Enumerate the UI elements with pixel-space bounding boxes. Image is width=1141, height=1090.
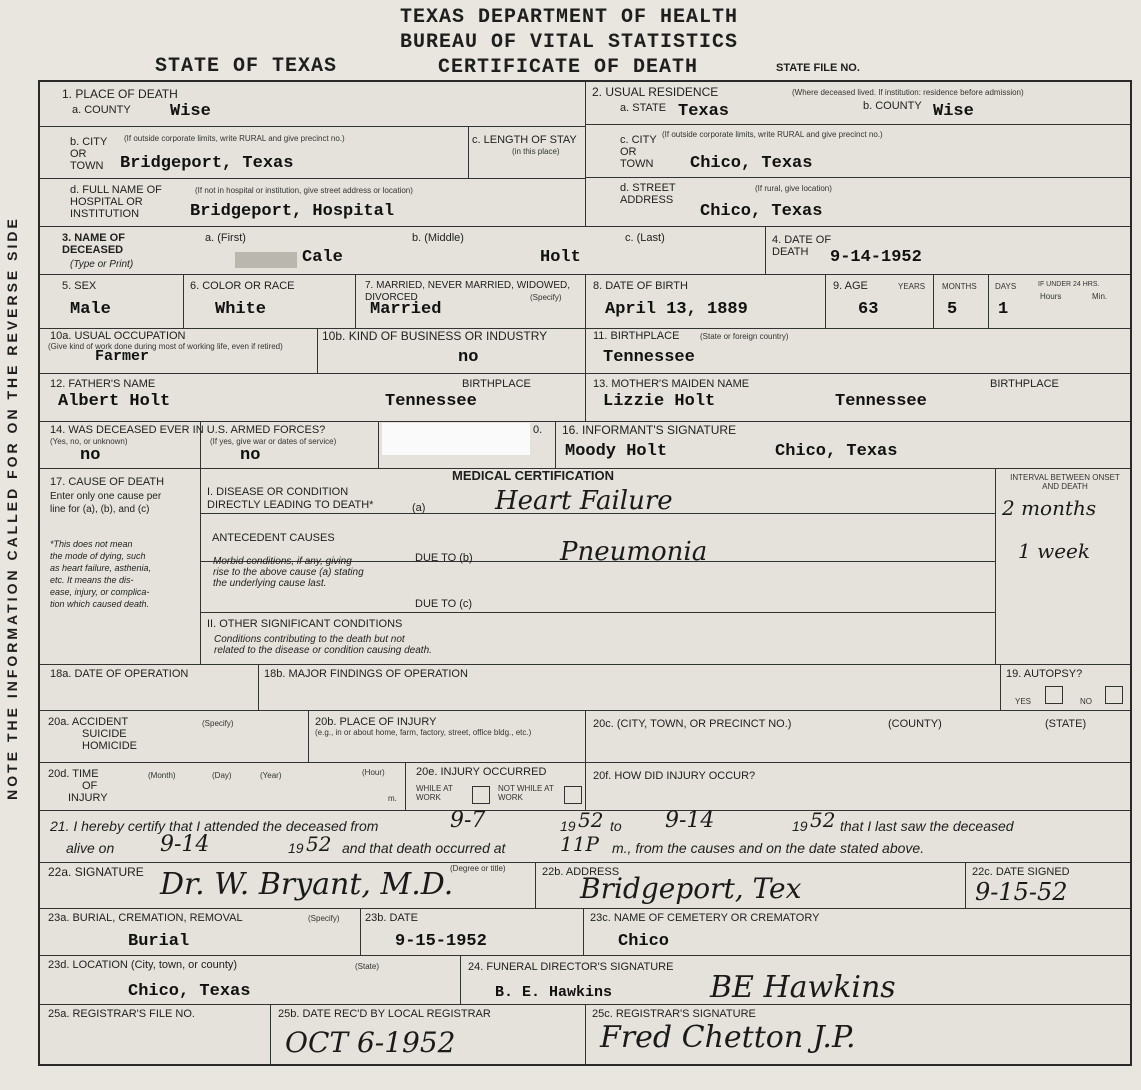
res-county-value: Wise	[933, 102, 974, 121]
disease-label-2: DIRECTLY LEADING TO DEATH*	[207, 499, 374, 511]
physician-signature: Dr. W. Bryant, M.D.	[160, 867, 454, 902]
line-a-label: (a)	[412, 502, 426, 514]
street-address-value: Chico, Texas	[700, 202, 823, 221]
cause-note-1: Enter only one cause per	[50, 491, 162, 502]
last-name-label: c. (Last)	[625, 232, 665, 244]
certify-line1-a: 21. I hereby certify that I attended the deceased from	[50, 818, 379, 834]
autopsy-yes-label: YES	[1015, 697, 1032, 706]
burial-value: Burial	[128, 932, 190, 951]
age-years-value: 63	[858, 300, 879, 319]
mother-birthplace-label: BIRTHPLACE	[990, 378, 1059, 390]
mode-note-4: etc. It means the dis-	[50, 575, 134, 585]
funeral-director-label: 24. FUNERAL DIRECTOR'S SIGNATURE	[468, 961, 674, 973]
race-value: White	[215, 300, 267, 319]
year-label: (Year)	[260, 771, 282, 780]
certify-line1-d: 19	[792, 818, 808, 834]
business-label: 10b. KIND OF BUSINESS OR INDUSTRY	[322, 329, 548, 343]
mode-note-1: *This does not mean	[50, 539, 133, 549]
race-label: 6. COLOR OR RACE	[190, 280, 295, 292]
other-conditions-label: II. OTHER SIGNIFICANT CONDITIONS	[207, 618, 403, 630]
length-of-stay-note: (in this place)	[512, 147, 560, 156]
informant-value: Moody Holt	[565, 442, 668, 461]
mode-note-2: the mode of dying, such	[50, 551, 146, 561]
how-injury-label: 20f. HOW DID INJURY OCCUR?	[593, 770, 756, 782]
death-certificate-form	[38, 80, 1132, 1066]
res-county-label: b. COUNTY	[863, 100, 922, 112]
meridiem-label: m.	[388, 794, 397, 803]
res-state-label: a. STATE	[620, 102, 667, 114]
mode-note-5: ease, injury, or complica-	[50, 587, 150, 597]
length-of-stay-label: c. LENGTH OF STAY	[472, 134, 577, 146]
mother-name-label: 13. MOTHER'S MAIDEN NAME	[593, 378, 750, 390]
occupation-note: (Give kind of work done during most of working life, even if retired)	[48, 342, 283, 351]
res-city-note: (If outside corporate limits, write RURAL and give precinct no.)	[662, 130, 883, 139]
armed-forces-note: (Yes, no, or unknown)	[50, 437, 128, 446]
due-to-c-label: DUE TO (c)	[415, 598, 473, 610]
certify-line1-c: to	[610, 818, 622, 834]
war-service-value: no	[240, 446, 261, 465]
morbid-note-1: Morbid conditions, if any, giving	[213, 556, 352, 567]
date-of-death-value: 9-14-1952	[830, 248, 922, 267]
accident-label: 20a. ACCIDENT	[48, 716, 129, 728]
birthplace-label: 11. BIRTHPLACE	[593, 330, 680, 342]
death-county-value: Wise	[170, 102, 211, 121]
injury-city-label: 20c. (CITY, TOWN, OR PRECINCT NO.)	[593, 718, 792, 730]
mother-birthplace-value: Tennessee	[835, 392, 927, 411]
hospital-value: Bridgeport, Hospital	[190, 202, 395, 221]
death-time-value: 11P	[560, 832, 599, 856]
war-service-note: (If yes, give war or dates of service)	[210, 437, 337, 446]
antecedent-causes-label: ANTECEDENT CAUSES	[212, 532, 335, 544]
burial-state-label: (State)	[355, 962, 380, 971]
sex-value: Male	[70, 300, 111, 319]
burial-location-label: 23d. LOCATION (City, town, or county)	[48, 959, 238, 971]
date-of-birth-label: 8. DATE OF BIRTH	[593, 280, 688, 292]
attended-from-year: 52	[578, 808, 604, 832]
disease-label: I. DISEASE OR CONDITION	[207, 486, 349, 498]
res-city-label: c. CITY OR TOWN	[620, 134, 657, 170]
day-label: (Day)	[212, 771, 232, 780]
certify-line2-b: 19	[288, 840, 304, 856]
redacted-first-name	[235, 252, 297, 268]
homicide-label: HOMICIDE	[82, 740, 137, 752]
death-city-value: Bridgeport, Texas	[120, 154, 294, 173]
years-label: YEARS	[898, 282, 926, 291]
date-signed-label: 22c. DATE SIGNED	[972, 866, 1070, 878]
certify-line2-d: m., from the causes and on the date stated above.	[612, 840, 925, 856]
not-at-work-checkbox[interactable]	[564, 786, 582, 804]
morbid-note-2: rise to the above cause (a) stating	[213, 567, 364, 578]
redacted-social-security	[382, 423, 530, 455]
deceased-name-label: 3. NAME OF DECEASED	[62, 232, 125, 256]
place-of-death-label: 1. PLACE OF DEATH	[62, 87, 178, 101]
state-file-no-label: STATE FILE NO.	[776, 62, 860, 74]
autopsy-label: 19. AUTOPSY?	[1006, 668, 1083, 680]
certify-line2-a: alive on	[66, 840, 115, 856]
marital-status-label: 7. MARRIED, NEVER MARRIED, WIDOWED, DIVORCED	[365, 280, 571, 303]
marital-status-note: (Specify)	[530, 293, 562, 302]
burial-date-label: 23b. DATE	[365, 912, 418, 924]
cause-a-value: Heart Failure	[495, 486, 673, 516]
date-of-birth-value: April 13, 1889	[605, 300, 748, 319]
armed-forces-value: no	[80, 446, 101, 465]
state-heading: STATE OF TEXAS	[155, 55, 338, 78]
days-label: DAYS	[995, 282, 1017, 291]
street-address-note: (If rural, give location)	[755, 184, 832, 193]
burial-label: 23a. BURIAL, CREMATION, REMOVAL	[48, 912, 243, 924]
res-state-value: Texas	[678, 102, 730, 121]
death-county-label: a. COUNTY	[72, 104, 131, 116]
date-of-operation-label: 18a. DATE OF OPERATION	[50, 668, 189, 680]
mode-note-6: tion which caused death.	[50, 599, 150, 609]
father-birthplace-value: Tennessee	[385, 392, 477, 411]
registrar-file-label: 25a. REGISTRAR'S FILE NO.	[48, 1008, 195, 1020]
hospital-note: (If not in hospital or institution, give street address or location)	[195, 186, 413, 195]
physician-signature-label: 22a. SIGNATURE	[48, 865, 144, 879]
autopsy-no-label: NO	[1080, 697, 1092, 706]
date-received-value: OCT 6-1952	[285, 1026, 456, 1059]
death-city-label: b. CITY OR TOWN	[70, 136, 108, 172]
alive-on-year: 52	[306, 832, 332, 856]
reverse-side-note: NOTE THE INFORMATION CALLED FOR ON THE REVERSE SIDE	[4, 216, 20, 800]
accident-specify: (Specify)	[202, 719, 234, 728]
other-note-2: related to the disease or condition causing death.	[214, 645, 432, 656]
cause-b-value: Pneumonia	[560, 537, 708, 567]
hour-label: (Hour)	[362, 768, 385, 777]
attended-to-year: 52	[810, 808, 836, 832]
deceased-name-note: (Type or Print)	[70, 259, 134, 270]
autopsy-yes-checkbox[interactable]	[1045, 686, 1063, 704]
place-of-injury-note: (e.g., in or about home, farm, factory, street, office bldg., etc.)	[315, 728, 532, 737]
age-days-value: 1	[998, 300, 1009, 319]
autopsy-no-checkbox[interactable]	[1105, 686, 1123, 704]
burial-location-value: Chico, Texas	[128, 982, 251, 1001]
dept-heading: TEXAS DEPARTMENT OF HEALTH	[400, 6, 739, 29]
morbid-note-3: the underlying cause last.	[213, 578, 327, 589]
burial-date-value: 9-15-1952	[395, 932, 487, 951]
last-name-value: Holt	[540, 248, 581, 267]
registrar-signature: Fred Chetton J.P.	[600, 1020, 856, 1055]
interval-b-value: 1 week	[1018, 539, 1090, 563]
due-to-b-label: DUE TO (b)	[415, 552, 473, 564]
ss-suffix: 0.	[533, 424, 543, 436]
month-label: (Month)	[148, 771, 176, 780]
time-of-injury-label: 20d. TIME	[48, 768, 99, 780]
mother-name-value: Lizzie Holt	[603, 392, 716, 411]
cemetery-label: 23c. NAME OF CEMETERY OR CREMATORY	[590, 912, 820, 924]
res-city-value: Chico, Texas	[690, 154, 813, 173]
father-name-label: 12. FATHER'S NAME	[50, 378, 156, 390]
hospital-label: d. FULL NAME OF HOSPITAL OR INSTITUTION	[70, 184, 162, 220]
certify-line1-e: that I last saw the deceased	[840, 818, 1014, 834]
sex-label: 5. SEX	[62, 280, 97, 292]
informant-label: 16. INFORMANT'S SIGNATURE	[562, 423, 737, 437]
attended-to-date: 9-14	[665, 808, 715, 833]
date-received-label: 25b. DATE REC'D BY LOCAL REGISTRAR	[278, 1008, 491, 1020]
middle-name-label: b. (Middle)	[412, 232, 464, 244]
funeral-director-name: B. E. Hawkins	[495, 984, 613, 1001]
injury-word-label: INJURY	[68, 792, 108, 804]
certificate-title: CERTIFICATE OF DEATH	[438, 56, 699, 79]
residence-note: (Where deceased lived. If institution: residence before admission)	[792, 88, 1024, 97]
usual-residence-label: 2. USUAL RESIDENCE	[592, 85, 719, 99]
armed-forces-label: 14. WAS DECEASED EVER IN U.S. ARMED FORCES?	[50, 424, 326, 436]
injury-state-label: (STATE)	[1045, 718, 1087, 730]
certify-line1-b: 19	[560, 818, 576, 834]
while-at-work-label: WHILE AT WORK	[416, 784, 453, 802]
months-label: MONTHS	[942, 282, 977, 291]
first-name-label: a. (First)	[205, 232, 246, 244]
hours-label: Hours	[1040, 292, 1062, 301]
marital-status-value: Married	[370, 300, 442, 319]
degree-title-label: (Degree or title)	[450, 864, 506, 873]
mode-note-3: as heart failure, asthenia,	[50, 563, 152, 573]
major-findings-label: 18b. MAJOR FINDINGS OF OPERATION	[264, 668, 468, 680]
birthplace-value: Tennessee	[603, 348, 695, 367]
suicide-label: SUICIDE	[82, 728, 127, 740]
date-of-death-label: 4. DATE OF DEATH	[772, 234, 832, 258]
alive-on-date: 9-14	[160, 832, 210, 857]
age-label: 9. AGE	[833, 280, 868, 292]
father-birthplace-label: BIRTHPLACE	[462, 378, 531, 390]
date-signed-value: 9-15-52	[975, 878, 1068, 906]
interval-label: INTERVAL BETWEEN ONSET AND DEATH	[1010, 473, 1120, 491]
funeral-director-signature: BE Hawkins	[710, 970, 896, 1005]
injury-occurred-label: 20e. INJURY OCCURRED	[416, 766, 547, 778]
burial-specify: (Specify)	[308, 914, 340, 923]
physician-address-label: 22b. ADDRESS	[542, 866, 620, 878]
occupation-value: Farmer	[95, 348, 150, 365]
place-of-injury-label: 20b. PLACE OF INJURY	[315, 716, 437, 728]
other-note-1: Conditions contributing to the death but not	[214, 634, 405, 645]
birthplace-note: (State or foreign country)	[700, 332, 789, 341]
time-of-label: OF	[82, 780, 98, 792]
bureau-heading: BUREAU OF VITAL STATISTICS	[400, 31, 739, 54]
cause-of-death-label: 17. CAUSE OF DEATH	[50, 476, 165, 488]
not-at-work-label: NOT WHILE AT WORK	[498, 784, 554, 802]
minutes-label: Min.	[1092, 292, 1108, 301]
medical-certification-title: MEDICAL CERTIFICATION	[452, 468, 615, 483]
cause-note-2: line for (a), (b), and (c)	[50, 504, 150, 515]
informant-address-value: Chico, Texas	[775, 442, 898, 461]
injury-county-label: (COUNTY)	[888, 718, 942, 730]
street-address-label: d. STREET ADDRESS	[620, 182, 676, 206]
certify-line2-c: and that death occurred at	[342, 840, 506, 856]
middle-name-value: Cale	[302, 248, 343, 267]
death-city-note: (If outside corporate limits, write RURAL and give precinct no.)	[124, 134, 345, 143]
cemetery-value: Chico	[618, 932, 670, 951]
father-name-value: Albert Holt	[58, 392, 171, 411]
under-24-label: IF UNDER 24 HRS.	[1038, 281, 1100, 288]
registrar-signature-label: 25c. REGISTRAR'S SIGNATURE	[592, 1008, 756, 1020]
attended-from-date: 9-7	[450, 808, 486, 833]
age-months-value: 5	[947, 300, 958, 319]
while-at-work-checkbox[interactable]	[472, 786, 490, 804]
business-value: no	[458, 348, 479, 367]
occupation-label: 10a. USUAL OCCUPATION	[50, 330, 186, 342]
physician-address: Bridgeport, Tex	[580, 872, 802, 905]
interval-a-value: 2 months	[1002, 496, 1097, 520]
